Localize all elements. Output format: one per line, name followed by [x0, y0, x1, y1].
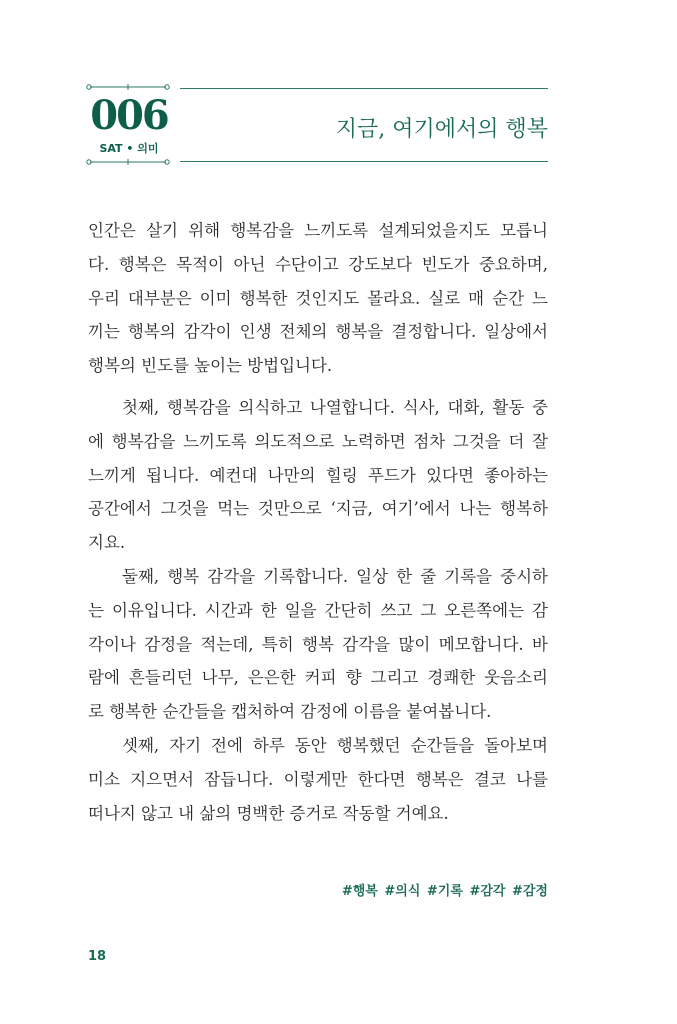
- text-line: 다. 행복은 목적이 아닌 수단이고 강도보다 빈도가 중요하며,: [88, 254, 548, 274]
- text-line: 인간은 살기 위해 행복감을 느끼도록 설계되었을지도 모릅니: [88, 221, 548, 240]
- text-line: 로 행복한 순간들을 캡처하여 감정에 이름을 붙여봅니다.: [88, 702, 492, 722]
- hashtags: #행복 #의식 #기록 #감각 #감정: [341, 884, 548, 899]
- entry-number: 006: [90, 92, 168, 139]
- text-line: 공간에서 그것을 먹는 것만으로 ‘지금, 여기’에서 나는 행복하: [88, 499, 548, 519]
- paragraph-1: [88, 214, 548, 383]
- day-label: SAT: [99, 142, 123, 155]
- text-line: 첫째, 행복감을 의식하고 나열합니다. 식사, 대화, 활동 중: [122, 397, 548, 417]
- text-line: 느끼게 됩니다. 예컨대 나만의 힐링 푸드가 있다면 좋아하는: [88, 465, 548, 485]
- text-line: 행복의 빈도를 높이는 방법입니다.: [88, 356, 333, 376]
- text-line: 끼는 행복의 감각이 인생 전체의 행복을 결정합니다. 일상에서: [88, 322, 548, 342]
- text-line: 는 이유입니다. 시간과 한 일을 간단히 쓰고 그 오른쪽에는 감: [88, 600, 548, 620]
- page-number: 18: [88, 949, 107, 964]
- body-text: [88, 214, 548, 830]
- text-line: 둘째, 행복 감각을 기록합니다. 일상 한 줄 기록을 중시하: [122, 566, 548, 586]
- text-line: 각이나 감정을 적는데, 특히 행복 감각을 많이 메모합니다. 바: [88, 634, 548, 654]
- paragraph-4: [88, 729, 548, 830]
- bottom-rule: [180, 161, 548, 162]
- text-line: 지요.: [88, 533, 126, 553]
- top-rule: [180, 88, 548, 89]
- bottom-ornament: [86, 158, 170, 166]
- category-label: 의미: [137, 142, 159, 155]
- text-line: 우리 대부분은 이미 행복한 것인지도 몰라요. 실로 매 순간 느: [88, 288, 548, 308]
- top-ornament: [86, 83, 170, 91]
- bullet: •: [126, 142, 134, 155]
- text-line: 람에 흔들리던 나무, 은은한 커피 향 그리고 경쾌한 웃음소리: [88, 668, 548, 688]
- text-line: 떠나지 않고 내 삶의 명백한 증거로 작동할 거예요.: [88, 803, 449, 823]
- day-category: [86, 140, 172, 156]
- paragraph-2: [88, 391, 548, 560]
- paragraph-3: [88, 560, 548, 729]
- page-title: 지금, 여기에서의 행복: [335, 117, 548, 142]
- text-line: 에 행복감을 느끼도록 의도적으로 노력하면 점차 그것을 더 잘: [88, 431, 548, 451]
- text-line: 셋째, 자기 전에 하루 동안 행복했던 순간들을 돌아보며: [122, 735, 548, 755]
- text-line: 미소 지으면서 잠듭니다. 이렇게만 한다면 행복은 결코 나를: [88, 769, 548, 789]
